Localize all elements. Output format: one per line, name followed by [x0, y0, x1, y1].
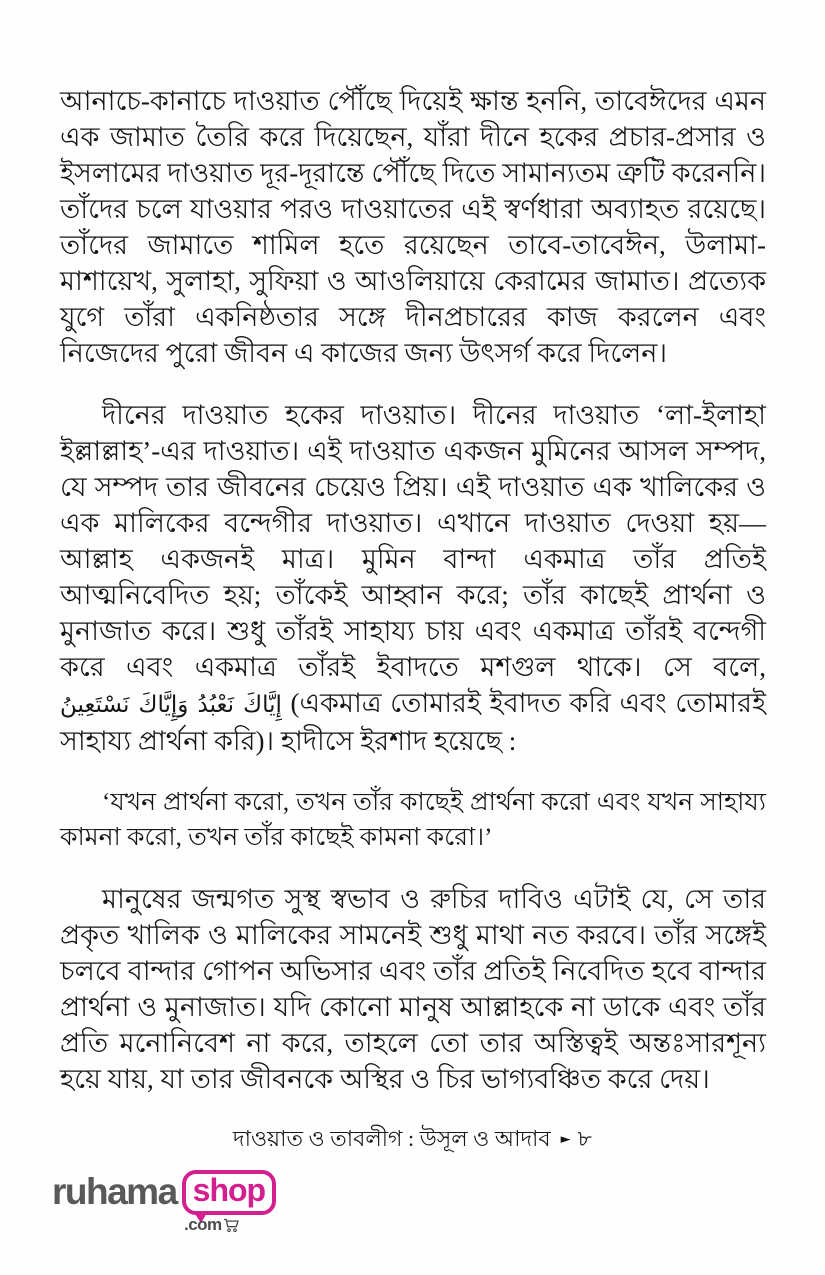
paragraph-2	[60, 397, 766, 759]
page-body	[60, 83, 766, 1123]
ruhamashop-logo	[52, 1170, 282, 1240]
logo-wordmark	[52, 1170, 282, 1215]
logo-brand-ruhama: ruhama	[52, 1171, 177, 1213]
page-number: ৮	[577, 1126, 592, 1151]
logo-brand-shop: shop	[192, 1172, 266, 1208]
arabic-verse: إِيَّاكَ نَعْبُدُ وَإِيَّاكَ نَسْتَعِينُ	[60, 692, 282, 718]
paragraph-2-text-after: (একমাত্র তোমারই ইবাদত করি এবং তোমারই সাহায্য প্রার্থনা করি)। হাদীসে ইরশাদ হয়েছে :	[60, 688, 767, 756]
logo-shop-bubble	[182, 1170, 276, 1215]
paragraph-2-text-before: দীনের দাওয়াত হকের দাওয়াত। দীনের দাওয়াত ‘লা-ইলাহা ইল্লাল্লাহ’-এর দাওয়াত। এই দাওয়াত একজন মুমিনের আসল সম্পদ, যে সম্পদ তার জীবনের চেয়েও প্রিয়। এই দাওয়াত এক খালিকের ও এক মালিকের বন্দেগীর দাওয়াত। এখানে দাওয়াত দেওয়া হয়—আল্লাহ একজনই মাত্র। মুমিন বান্দা একমাত্র তাঁর প্রতিই আত্মনিবেদিত হয়; তাঁকেই আহ্বান করে; তাঁর কাছেই প্রার্থনা ও মুনাজাত করে। শুধু তাঁরই সাহায্য চায় এবং একমাত্র তাঁরই বন্দেগী করে এবং একমাত্র তাঁরই ইবাদতে মশগুল থাকে। সে বলে,	[60, 400, 766, 682]
logo-domain-row	[184, 1215, 240, 1235]
paragraph-1: আনাচে-কানাচে দাওয়াত পৌঁছে দিয়েই ক্ষান্ত হননি, তাবেঈদের এমন এক জামাত তৈরি করে দিয়েছেন, যাঁরা দীনে হকের প্রচার-প্রসার ও ইসলামের দাওয়াত দূর-দূরান্তে পৌঁছে দিতে সামান্যতম ত্রুটি করেননি। তাঁদের চলে যাওয়ার পরও দাওয়াতের এই স্বর্ণধারা অব্যাহত রয়েছে। তাঁদের জামাতে শামিল হতে রয়েছেন তাবে-তাবেঈন, উলামা-মাশায়েখ, সুলাহা, সুফিয়া ও আওলিয়ায়ে কেরামের জামাত। প্রত্যেক যুগে তাঁরা একনিষ্ঠতার সঙ্গে দীনপ্রচারের কাজ করলেন এবং নিজেদের পুরো জীবন এ কাজের জন্য উৎসর্গ করে দিলেন।	[60, 86, 766, 368]
running-footer	[0, 1122, 825, 1159]
diamond-icon: ►	[560, 1132, 571, 1147]
paragraph-3: মানুষের জন্মগত সুস্থ স্বভাব ও রুচির দাবিও এটাই যে, সে তার প্রকৃত খালিক ও মালিকের সামনেই শুধু মাথা নত করবে। তাঁর সঙ্গেই চলবে বান্দার গোপন অভিসার এবং তাঁর প্রতিই নিবেদিত হবে বান্দার প্রার্থনা ও মুনাজাত। যদি কোনো মানুষ আল্লাহকে না ডাকে এবং তাঁর প্রতি মনোনিবেশ না করে, তাহলে তো তার অস্তিত্বই অন্তঃসারশূন্য হয়ে যায়, যা তার জীবনকে অস্থির ও চির ভাগ্যবঞ্চিত করে দেয়।	[60, 884, 766, 1094]
logo-domain-label: .com	[184, 1215, 222, 1234]
shopping-cart-icon	[223, 1218, 240, 1233]
book-title: দাওয়াত ও তাবলীগ : উসূল ও আদাব	[233, 1126, 551, 1151]
hadith-quote: ‘যখন প্রার্থনা করো, তখন তাঁর কাছেই প্রার্থনা করো এবং যখন সাহায্য কামনা করো, তখন তাঁর কাছেই কামনা করো।’	[60, 789, 766, 851]
